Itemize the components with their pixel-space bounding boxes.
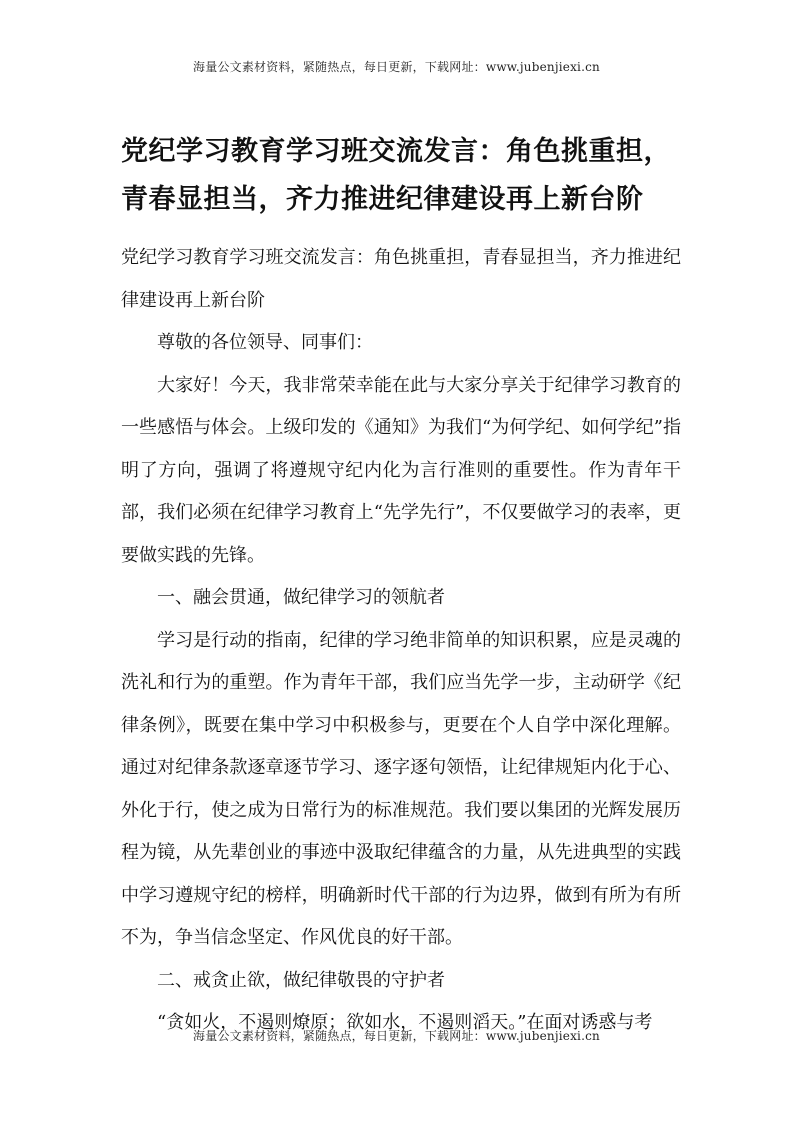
header-note: 海量公文素材资料，紧随热点，每日更新，下载网址：www.jubenjiexi.cn xyxy=(193,60,600,74)
document-title: 党纪学习教育学习班交流发言：角色挑重担，青春显担当，齐力推进纪律建设再上新台阶 xyxy=(121,136,671,215)
intro-paragraph: 大家好！今天，我非常荣幸能在此与大家分享关于纪律学习教育的一些感悟与体会。上级印发的《通知》为我们“为何学纪、如何学纪”指明了方向，强调了将遵规守纪内化为言行准则的重要性。作为青年干部，我们必须在纪律学习教育上“先学先行”，不仅要做学习的表率，更要做实践的先锋。 xyxy=(121,374,681,566)
section-2-paragraph: “贪如火，不遏则燎原；欲如水，不遏则滔天。”在面对诱惑与考 xyxy=(157,1012,653,1033)
footer-note: 海量公文素材资料，紧随热点，每日更新，下载网址：www.jubenjiexi.cn xyxy=(193,1029,600,1043)
section-heading-2: 二、戒贪止欲，做纪律敬畏的守护者 xyxy=(157,969,445,991)
salutation-paragraph: 尊敬的各位领导、同事们： xyxy=(157,332,373,353)
section-heading-1: 一、融会贯通，做纪律学习的领航者 xyxy=(157,587,445,608)
section-1-paragraph: 学习是行动的指南，纪律的学习绝非简单的知识积累，应是灵魂的洗礼和行为的重塑。作为青年干部，我们应当先学一步，主动研学《纪律条例》，既要在集中学习中积极参与，更要在个人自学中深化理解。通过对纪律条款逐章逐节学习、逐字逐句领悟，让纪律规矩内化于心、外化于行，使之成为日常行为的标准规范。我们要以集团的光辉发展历程为镜，从先辈创业的事迹中汲取纪律蕴含的力量，从先进典型的实践中学习遵规守纪的榜样，明确新时代干部的行为边界，做到有所为有所不为，争当信念坚定、作风优良的好干部。 xyxy=(121,629,681,948)
document-body xyxy=(121,237,681,1045)
subtitle-paragraph: 党纪学习教育学习班交流发言：角色挑重担，青春显担当，齐力推进纪律建设再上新台阶 xyxy=(121,247,681,311)
